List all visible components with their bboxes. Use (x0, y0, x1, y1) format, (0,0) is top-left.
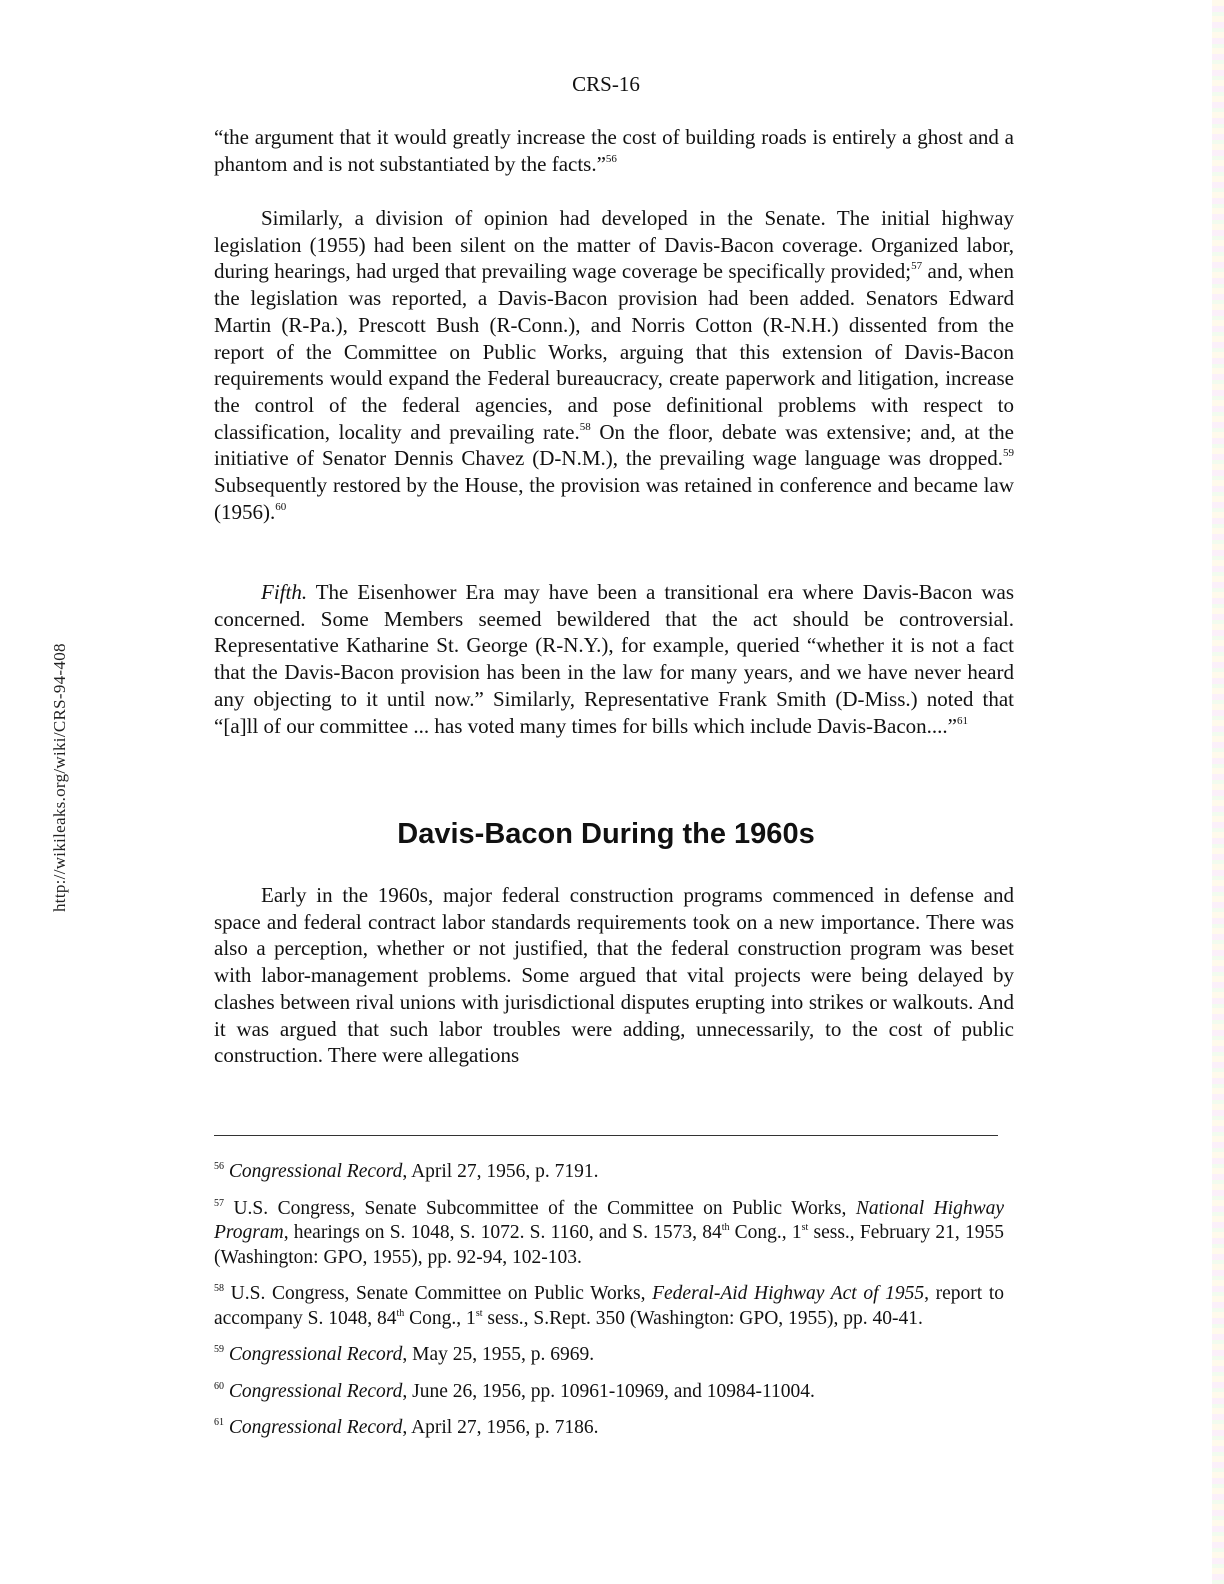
ordinal-suffix: th (396, 1307, 405, 1319)
footnote-title: Congressional Record (228, 1344, 403, 1365)
footnote-text: , May 25, 1955, p. 6969. (402, 1344, 595, 1365)
ordinal-suffix: st (475, 1307, 483, 1319)
paragraph-1960s (214, 882, 1014, 1069)
footnote-ref[interactable]: 59 (1003, 447, 1014, 460)
footnote-text: , June 26, 1956, pp. 10961-10969, and 10984-11004. (402, 1380, 815, 1402)
footnote-text: sess., February 21, 1955 (Washington: GPO, 1955), pp. 92-94, 102-103. (214, 1222, 1004, 1268)
footnote-title: Federal-Aid Highway Act of 1955 (652, 1283, 925, 1304)
paragraph-fifth (214, 579, 1014, 739)
footnote-number: 59 (214, 1344, 224, 1355)
paragraph-text: On the floor, debate was extensive; and, at the initiative of Senator Dennis Chavez (D-N.M.), the prevailing wage language was dropped. (214, 419, 1014, 471)
footnote-text: , hearings on S. 1048, S. 1072. S. 1160, and S. 1573, 84 (283, 1222, 722, 1243)
paragraph-text: The Eisenhower Era may have been a transitional era where Davis-Bacon was concerned. Some Members seemed bewildered that the act should be controversial. Representative Katharine St. George (R-N.Y.), for example, queried “whether it is not a fact that the Davis-Bacon provision has been in the law for many years, and we have never heard any objecting to it until now.” Similarly, Representative Frank Smith (D-Miss.) noted that “[a]ll of our committee ... has voted many times for bills which include Davis-Bacon....” (214, 580, 1014, 738)
paragraph-text: Subsequently restored by the House, the provision was retained in conference and became law (1956). (214, 473, 1014, 524)
footnote-ref[interactable]: 56 (605, 152, 617, 165)
footnote-ref[interactable]: 58 (579, 420, 591, 433)
footnote-text: , April 27, 1956, p. 7186. (402, 1417, 599, 1438)
footnote-text: , April 27, 1956, p. 7191. (402, 1161, 599, 1182)
sidebar-source-url: http://wikileaks.org/wiki/CRS-94-408 (50, 643, 69, 912)
footnote-ref[interactable]: 57 (911, 260, 923, 273)
paragraph-text: and, when the legislation was reported, a Davis-Bacon provision had been added. Senators Edward Martin (R-Pa.), Prescott Bush (R-Conn.), and Norris Cotton (R-N.H.) dissented from the report of the Committee on Public Works, arguing that this extension of Davis-Bacon requirements would expand the Federal bureaucracy, create paperwork and litigation, increase the control of the federal agencies, and pose definitional problems with respect to classification, locality and prevailing rate. (214, 259, 1014, 444)
footnote-title: National Highway Program (214, 1197, 1004, 1243)
footnote-number: 57 (214, 1197, 224, 1209)
footnote-text: U.S. Congress, Senate Subcommittee of the Committee on Public Works, (233, 1197, 856, 1219)
paragraph-quote-continuation (214, 124, 1014, 177)
footnote-56 (214, 1160, 1004, 1185)
footnote-58 (214, 1282, 1004, 1331)
footnote-text: U.S. Congress, Senate Committee on Public Works, (230, 1283, 653, 1304)
footnote-number: 60 (214, 1380, 224, 1392)
paragraph-text: Similarly, a division of opinion had developed in the Senate. The initial highway legislation (1955) had been silent on the matter of Davis-Bacon coverage. Organized labor, during hearings, had urged that prevailing wage coverage be specifically provided; (214, 206, 1014, 284)
footnote-divider (214, 1135, 998, 1136)
footnote-number: 56 (214, 1161, 224, 1172)
footnote-text: , report to accompany S. 1048, 84 (214, 1283, 1005, 1329)
ordinal-suffix: th (721, 1222, 730, 1233)
footnote-ref[interactable]: 60 (275, 500, 287, 513)
paragraph-text: Early in the 1960s, major federal construction programs commenced in defense and space and federal contract labor standards requirements took on a new importance. There was also a perception, whether or not justified, that the federal construction program was beset with labor-management problems. Some argued that vital projects were being delayed by clashes between rival unions with jurisdictional disputes erupting into strikes or walkouts. And it was argued that such labor troubles were adding, unnecessarily, to the cost of public construction. There were allegations (214, 883, 1014, 1068)
footnote-60 (214, 1380, 1004, 1405)
footnote-57 (214, 1197, 1004, 1271)
page-edge-strip (1212, 0, 1224, 1584)
footnote-ref[interactable]: 61 (956, 714, 968, 727)
footnote-text: sess., S.Rept. 350 (Washington: GPO, 1955), pp. 40-41. (482, 1307, 923, 1329)
footnote-title: Congressional Record (228, 1161, 403, 1182)
footnotes (214, 1160, 1014, 1441)
footnote-text: Cong., 1 (404, 1307, 476, 1329)
paragraph-lead: Fifth. (261, 580, 308, 604)
section-heading: Davis-Bacon During the 1960s (397, 818, 815, 850)
footnote-text: Cong., 1 (729, 1222, 802, 1243)
footnote-number: 58 (214, 1283, 224, 1294)
ordinal-suffix: st (801, 1222, 809, 1233)
footnote-61 (214, 1416, 1004, 1441)
paragraph-senate-division (214, 205, 1014, 525)
footnote-title: Congressional Record (228, 1380, 403, 1402)
paragraph-text: “the argument that it would greatly increase the cost of building roads is entirely a ghost and a phantom and is not substantiated by the facts.” (214, 125, 1014, 176)
footnote-title: Congressional Record (228, 1417, 403, 1438)
footnote-number: 61 (214, 1417, 224, 1428)
footnote-59 (214, 1343, 1004, 1368)
page-header: CRS-16 (572, 72, 640, 96)
